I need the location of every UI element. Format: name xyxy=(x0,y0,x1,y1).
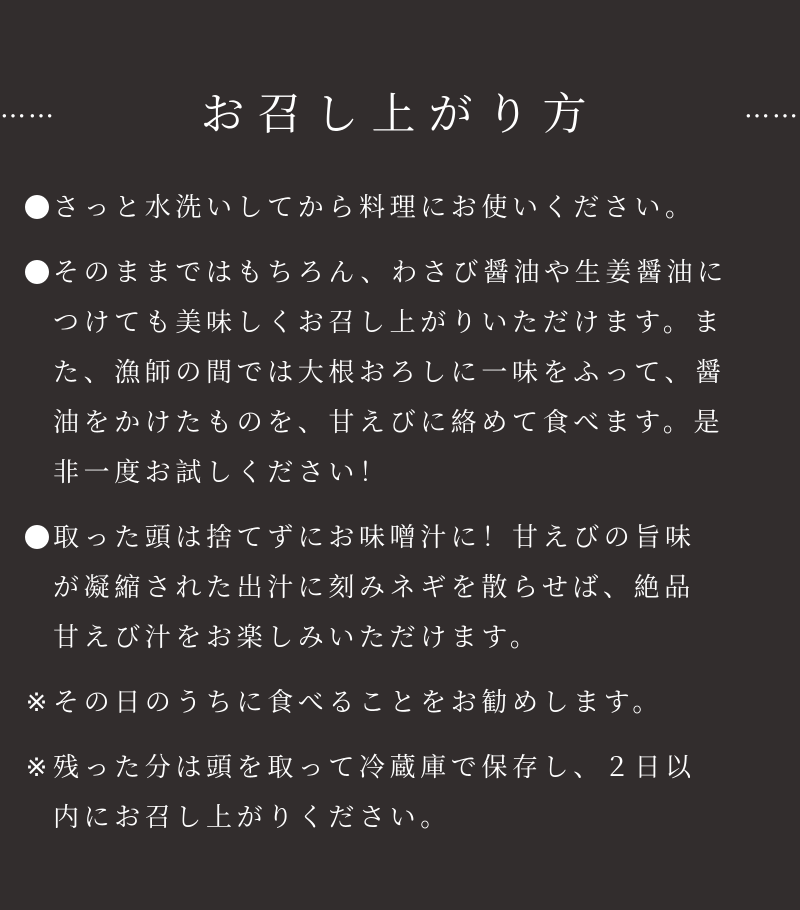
item-line: 甘えび汁をお楽しみいただけます。 xyxy=(53,623,541,653)
bullet-icon xyxy=(25,195,49,219)
item-line: つけても美味しくお召し上がりいただけます。ま xyxy=(53,308,725,338)
bullet-marker xyxy=(20,248,53,298)
item-line: が凝縮された出汁に刻みネギを散らせば、絶品 xyxy=(53,573,695,603)
item-line: 非一度お試しください！ xyxy=(53,458,390,488)
list-item xyxy=(20,248,780,498)
item-line: た、漁師の間では大根おろしに一味をふって、醤 xyxy=(53,358,726,388)
decorative-dots-left: …… xyxy=(0,94,56,124)
item-text xyxy=(53,183,780,233)
instructions-list xyxy=(20,183,780,858)
bullet-icon xyxy=(25,525,49,549)
item-line: 残った分は頭を取って冷蔵庫で保存し、２日以 xyxy=(53,753,696,783)
list-item xyxy=(20,513,780,663)
reference-mark: ※ xyxy=(25,753,48,783)
item-text xyxy=(53,743,780,843)
item-line: さっと水洗いしてから料理にお使いください。 xyxy=(53,193,696,223)
item-line: その日のうちに食べることをお勧めします。 xyxy=(53,688,663,718)
list-item xyxy=(20,678,780,728)
section-header xyxy=(0,80,800,150)
bullet-marker xyxy=(20,513,53,563)
item-text xyxy=(53,678,780,728)
reference-mark: ※ xyxy=(25,688,48,718)
item-text xyxy=(53,513,780,663)
list-item xyxy=(20,183,780,233)
item-line: 油をかけたものを、甘えびに絡めて食べます。是 xyxy=(53,408,725,438)
list-item xyxy=(20,743,780,843)
decorative-dots-right: …… xyxy=(744,94,800,124)
item-text xyxy=(53,248,780,498)
item-line: 取った頭は捨てずにお味噌汁に！甘えびの旨味 xyxy=(53,523,696,553)
bullet-marker xyxy=(20,183,53,233)
bullet-icon xyxy=(25,260,49,284)
page-title: お召し上がり方 xyxy=(200,89,600,140)
item-line: 内にお召し上がりください。 xyxy=(53,803,451,833)
item-line: そのままではもちろん、わさび醤油や生姜醤油に xyxy=(53,258,728,288)
